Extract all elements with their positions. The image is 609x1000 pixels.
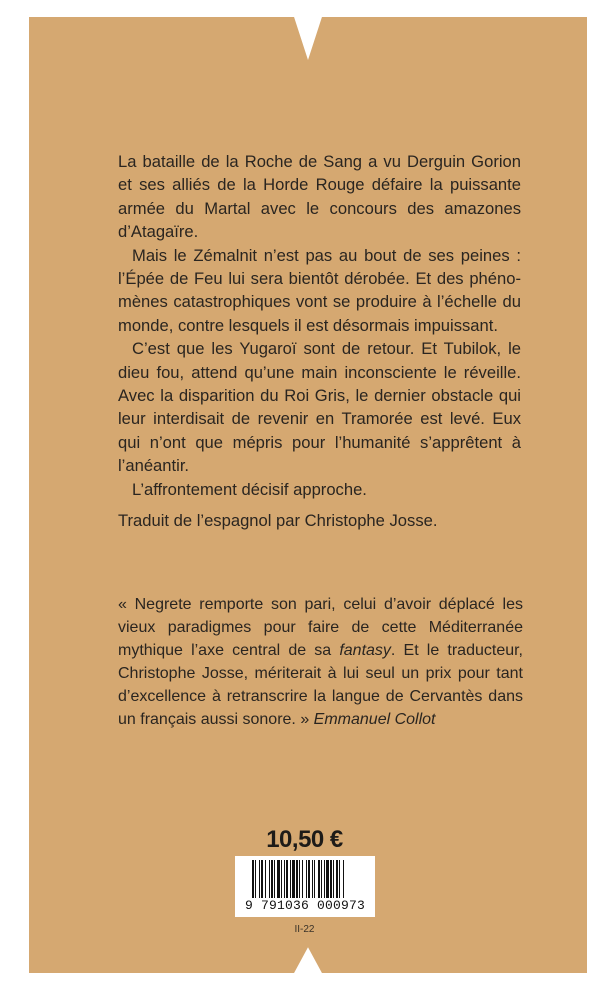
barcode	[235, 856, 375, 917]
print-code: II-22	[294, 924, 315, 935]
press-quote	[118, 593, 523, 731]
barcode-number: 9 791036 000973	[244, 898, 366, 913]
blurb-paragraph-2: Mais le Zémalnit n’est pas au bout de ses peines : l’Épée de Feu lui sera bientôt dérobée. Et des phéno-mènes catastrophiques vont se produire à l’échelle du monde, contre lesquels il est désormais impuissant.	[118, 245, 521, 335]
blurb	[118, 150, 521, 533]
quote-author: Emmanuel Collot	[313, 711, 436, 728]
quote-text-2: . Et le traducteur, Christophe Josse, mériterait à lui seul un prix pour tant d’excellence à retranscrire la langue de Cervantès dans un français aussi sonore. »	[118, 642, 524, 728]
price: 10,50 €	[266, 826, 343, 853]
blurb-paragraph-1: La bataille de la Roche de Sang a vu Derguin Gorion et ses alliés de la Horde Rouge défaire la puissante armée du Martal avec le concours des amazones d’Atagaïre.	[118, 152, 521, 242]
blurb-paragraph-4: L’affrontement décisif approche.	[132, 479, 367, 499]
quote-text-1: « Negrete remporte son pari, celui d’avoir déplacé les vieux paradigmes pour faire de cette Méditerranée mythique l’axe central de sa	[118, 596, 523, 659]
barcode-bars	[252, 860, 356, 898]
blurb-paragraph-3: C’est que les Yugaroï sont de retour. Et Tubilok, le dieu fou, attend qu’une main inconsciente le réveille. Avec la disparition du Roi Gris, le dernier obstacle qui leur interdisait de revenir en Tramorée est levé. Eux qui n’ont que mépris pour l’humanité s’apprêtent à l’anéantir.	[118, 339, 521, 476]
quote-emphasis: fantasy	[339, 642, 391, 659]
translation-credit: Traduit de l’espagnol par Christophe Josse.	[118, 511, 438, 531]
